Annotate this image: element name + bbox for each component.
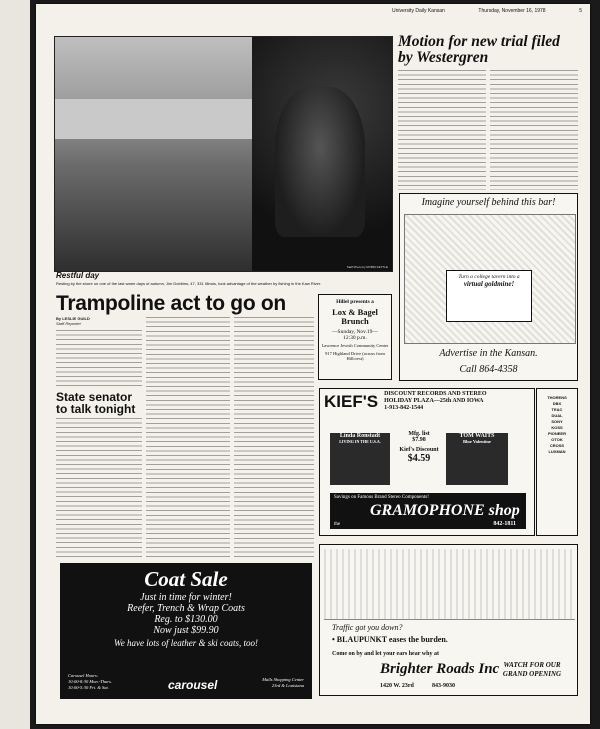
ronstadt-album: Linda Ronstadt LIVING IN THE U.S.A. — [330, 433, 390, 485]
gramophone-banner: Savings on Famous Brand Stereo Components! GRAMOPHONE shop the 842-1811 — [330, 493, 526, 529]
photo-credit: Staff Photo by ROBIN KETTLE — [346, 265, 388, 269]
cars-illustration — [324, 549, 575, 620]
waits-album: TOM WAITS Blue Valentine — [446, 433, 508, 485]
coat-line2: Reefer, Trench & Wrap Coats — [127, 603, 245, 614]
coat-line5: We have lots of leather & ski coats, too! — [114, 638, 258, 648]
fishing-photo — [54, 36, 393, 272]
coat-line4: Now just $99.90 — [153, 625, 219, 636]
westergren-headline: Motion for new trial filed by Westergren — [398, 33, 560, 66]
paper-name: University Daily Kansan — [392, 8, 445, 14]
coat-line3: Reg. to $130.00 — [154, 614, 218, 625]
westergren-col1 — [398, 70, 486, 190]
hillel-brunch-ad: Hillel presents a Lox & Bagel Brunch —Sunday, Nov.19— 12:30 p.m. Lawrence Jewish Community Center 917 Highland Drive (across from Hillcrest) — [318, 294, 392, 380]
trampoline-col2 — [146, 317, 230, 560]
brand-list-ad: THORENS DBX TEAC DUAL SONY KOSS PIONEER OTOK CROSS LUXMAN — [536, 388, 578, 536]
brighter-roads-logo: Brighter Roads Inc — [380, 661, 500, 677]
trampoline-col3 — [234, 317, 314, 560]
kiefs-logo: KIEF'S — [324, 391, 379, 411]
byline: By LESLIE GUILD — [56, 316, 90, 321]
price-block: Mfg. list $7.98 Kief's Discount $4.59 — [399, 431, 439, 464]
trampoline-headline: Trampoline act to go on — [56, 292, 286, 315]
senator-headline: State senator to talk tonight — [56, 390, 136, 416]
page-header — [392, 8, 582, 14]
adjacent-page-edge — [0, 0, 30, 729]
coat-sale-ad — [60, 563, 312, 699]
brighter-roads-ad: Traffic got you down? • BLAUPUNKT eases the burden. Come on by and let your ears hear why at Brighter Roads Inc 1420 W. 23rd 843-9030 WATCH FOR OUR GRAND OPENING — [319, 544, 578, 696]
kiefs-ad: KIEF'S DISCOUNT RECORDS AND STEREO HOLIDAY PLAZA—25th AND IOWA 1-913-842-1544 Linda Ronstadt LIVING IN THE U.S.A. Mfg. list $7.98 Kief's Discount $4.59 TOM WAITS Blue Valentine Savings on Famous Brand Stereo Components! GRAMOPHONE shop the 842-1811 — [319, 388, 535, 536]
tavern-box: Turn a college tavern into a virtual goldmine! — [446, 270, 532, 322]
byline-role: Staff Reporter — [56, 320, 81, 326]
page-number: 5 — [579, 8, 582, 14]
coat-line1: Just in time for winter! — [140, 592, 232, 603]
grand-opening: WATCH FOR OUR GRAND OPENING — [502, 661, 562, 678]
carousel-logo: carousel — [168, 678, 218, 692]
tavern-title: Imagine yourself behind this bar! — [421, 197, 556, 208]
trampoline-byline-block — [56, 317, 142, 326]
coat-sale-title: Coat Sale — [144, 567, 228, 591]
senator-body — [56, 418, 142, 560]
hillel-title: Lox & Bagel Brunch — [332, 307, 378, 326]
kansan-tavern-ad: Imagine yourself behind this bar! Turn a college tavern into a virtual goldmine! Advertise in the Kansan. Call 864-4358 — [399, 193, 578, 381]
coat-hours: Carousel Hours: 10:00-8:30 Mon.-Thurs. 10:00-5:30 Fri. & Sat. — [68, 673, 112, 690]
issue-date: Thursday, November 16, 1978 — [478, 8, 546, 14]
photo-caption: Resting by the shore on one of the last warm days of autumn, Jim Dobbins, 47, 331 Illinois, took advantage of the weather by fishing in the Kaw River. — [56, 281, 322, 286]
fisherman-figure — [275, 87, 365, 237]
river-water — [55, 99, 275, 139]
coat-mall: Malls Shopping Center 23rd & Louisiana — [262, 677, 304, 688]
westergren-col2 — [490, 70, 578, 190]
photo-caption-title: Restful day — [56, 271, 100, 280]
trampoline-col1 — [56, 330, 142, 388]
